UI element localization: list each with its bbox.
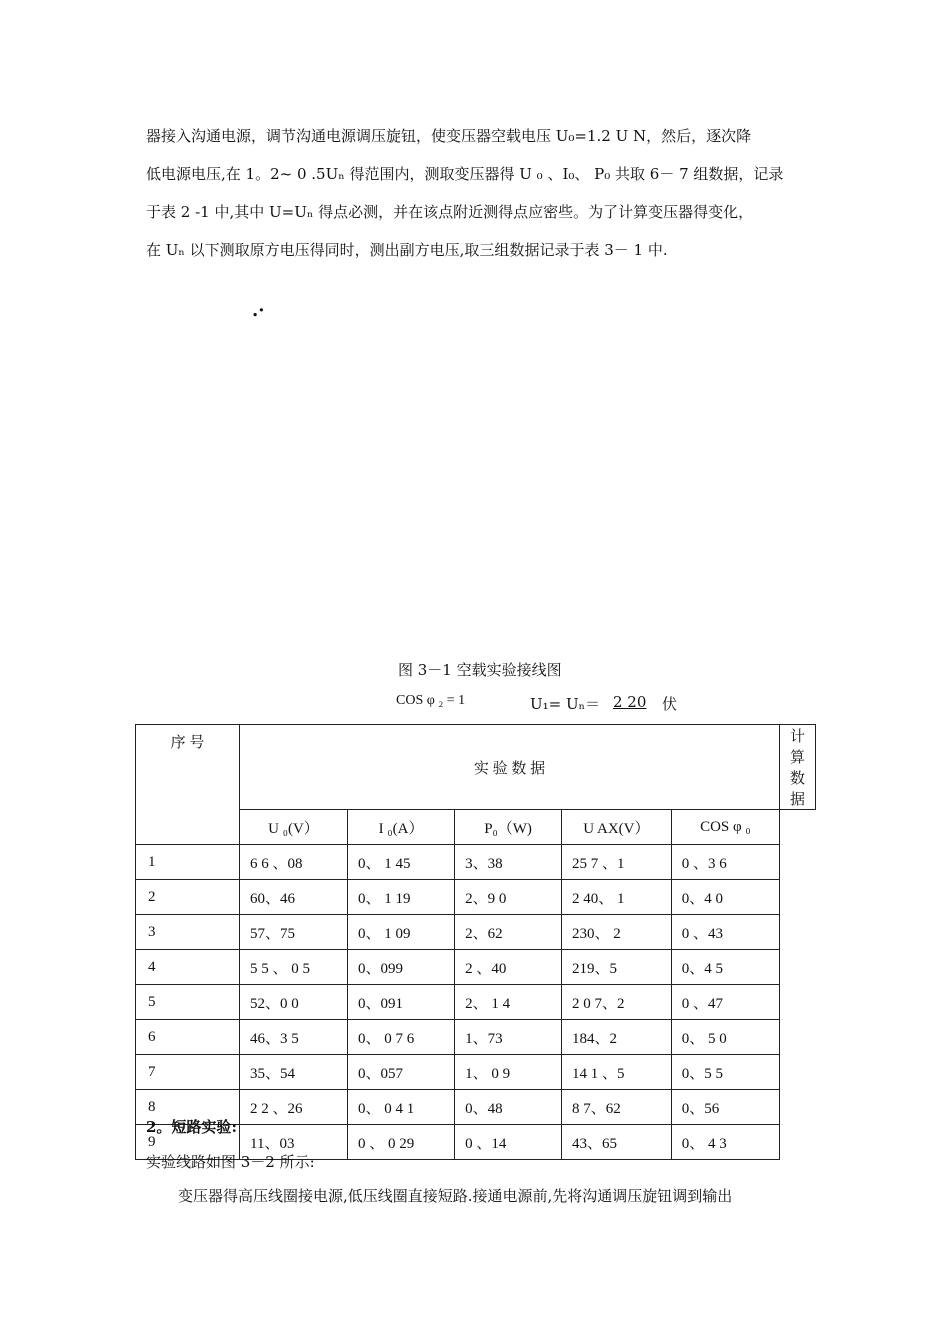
table-cell: 0、56 <box>671 1090 779 1125</box>
table-cell: 60、46 <box>240 880 348 915</box>
row-index-cell: 7 <box>136 1055 240 1090</box>
table-cell: 43、65 <box>562 1125 672 1160</box>
table-cell: 5 5 、 0 5 <box>240 950 348 985</box>
table-cell: 0、 0 4 1 <box>348 1090 455 1125</box>
column-u0: U ₀(V） <box>240 810 348 845</box>
table-cell: 14 1 、5 <box>562 1055 672 1090</box>
table-cell: 0 、3 6 <box>671 845 779 880</box>
table-row <box>136 1090 816 1125</box>
row-index-cell: 4 <box>136 950 240 985</box>
no-load-data-table <box>135 724 816 1160</box>
table-cell: 2、9 0 <box>455 880 562 915</box>
table-cell: 52、0 0 <box>240 985 348 1020</box>
paragraph-line-2: 低电源电压,在 1。2~ 0 .5Uₙ 得范围内，测取变压器得 U ₀ 、I₀、 P₀ 共取 6－ 7 组数据，记录 <box>146 165 784 183</box>
table-cell: 0、48 <box>455 1090 562 1125</box>
table-row <box>136 985 816 1020</box>
table-cell: 6 6 、08 <box>240 845 348 880</box>
table-cell: 0 、14 <box>455 1125 562 1160</box>
table-cell: 3、38 <box>455 845 562 880</box>
row-index-cell: 9 <box>136 1125 240 1160</box>
voltage-condition: U₁= Uₙ＝ <box>530 695 601 713</box>
table-cell: 0 、43 <box>671 915 779 950</box>
table-cell: 35、54 <box>240 1055 348 1090</box>
table-cell: 25 7 、1 <box>562 845 672 880</box>
figure-caption: 图 3－1 空载实验接线图 <box>398 661 562 679</box>
header-experiment: 实 验 数 据 <box>240 725 780 810</box>
table-cell: 2 0 7、2 <box>562 985 672 1020</box>
table-row <box>136 880 816 915</box>
table-cell: 0、057 <box>348 1055 455 1090</box>
table-row <box>136 845 816 880</box>
header-index: 序 号 <box>136 725 240 845</box>
table-cell: 230、 2 <box>562 915 672 950</box>
table-cell: 0、 1 19 <box>348 880 455 915</box>
row-index-cell: 2 <box>136 880 240 915</box>
table-cell: 11、03 <box>240 1125 348 1160</box>
table-cell: 0 、47 <box>671 985 779 1020</box>
voltage-value: 2 20 <box>613 693 647 711</box>
table-cell: 57、75 <box>240 915 348 950</box>
table-cell: 46、3 5 <box>240 1020 348 1055</box>
table-cell: 0、091 <box>348 985 455 1020</box>
header-calc: 计算数据 <box>779 725 815 810</box>
row-index-cell: 8 <box>136 1090 240 1125</box>
table-cell: 0、 1 09 <box>348 915 455 950</box>
column-cos: COS φ ₀ <box>671 810 779 845</box>
column-p0: P₀（W) <box>455 810 562 845</box>
row-index-cell: 1 <box>136 845 240 880</box>
table-cell: 2 40、 1 <box>562 880 672 915</box>
row-index-cell: 6 <box>136 1020 240 1055</box>
section-line-2: 变压器得高压线圈接电源,低压线圈直接短路.接通电源前,先将沟通调压旋钮调到输出 <box>178 1187 733 1205</box>
table-cell: 0、 4 3 <box>671 1125 779 1160</box>
table-row <box>136 1020 816 1055</box>
table-cell: 219、5 <box>562 950 672 985</box>
cos-condition: COS φ ₂ = 1 <box>396 693 466 708</box>
table-cell: 2、 1 4 <box>455 985 562 1020</box>
table-cell: 0 、 0 29 <box>348 1125 455 1160</box>
table-cell: 0、4 0 <box>671 880 779 915</box>
table-cell: 184、2 <box>562 1020 672 1055</box>
table-cell: 2、62 <box>455 915 562 950</box>
table-cell: 0、 0 7 6 <box>348 1020 455 1055</box>
section-heading: 2。短路实验: <box>146 1118 237 1136</box>
table-cell: 0、4 5 <box>671 950 779 985</box>
table-header-row <box>136 725 816 810</box>
table-cell: 1、73 <box>455 1020 562 1055</box>
column-uax: U AX(V） <box>562 810 672 845</box>
table-cell: 2 2 、26 <box>240 1090 348 1125</box>
paragraph-line-3: 于表 2 -1 中,其中 U=Uₙ 得点必测，并在该点附近测得点应密些。为了计算变压器得变化， <box>146 203 754 221</box>
section-line-1: 实验线路如图 3－2 所示: <box>146 1153 315 1171</box>
table-cell: 0、 1 45 <box>348 845 455 880</box>
row-index-cell: 3 <box>136 915 240 950</box>
stray-mark: .· <box>252 300 265 321</box>
row-index-cell: 5 <box>136 985 240 1020</box>
paragraph-line-1: 器接入沟通电源，调节沟通电源调压旋钮，使变压器空载电压 U₀=1.2 U N，然后，逐次降 <box>146 127 752 145</box>
table-row <box>136 950 816 985</box>
column-i0: I ₀(A） <box>348 810 455 845</box>
table-body <box>136 845 816 1160</box>
paragraph-line-4: 在 Uₙ 以下测取原方电压得同时，测出副方电压,取三组数据记录于表 3－ 1 中. <box>146 241 668 259</box>
table-row <box>136 1055 816 1090</box>
table-cell: 8 7、62 <box>562 1090 672 1125</box>
table-row <box>136 915 816 950</box>
table-cell: 0、5 5 <box>671 1055 779 1090</box>
table-cell: 2 、40 <box>455 950 562 985</box>
table-cell: 1、 0 9 <box>455 1055 562 1090</box>
table-cell: 0、 5 0 <box>671 1020 779 1055</box>
table-cell: 0、099 <box>348 950 455 985</box>
voltage-unit: 伏 <box>662 695 678 713</box>
